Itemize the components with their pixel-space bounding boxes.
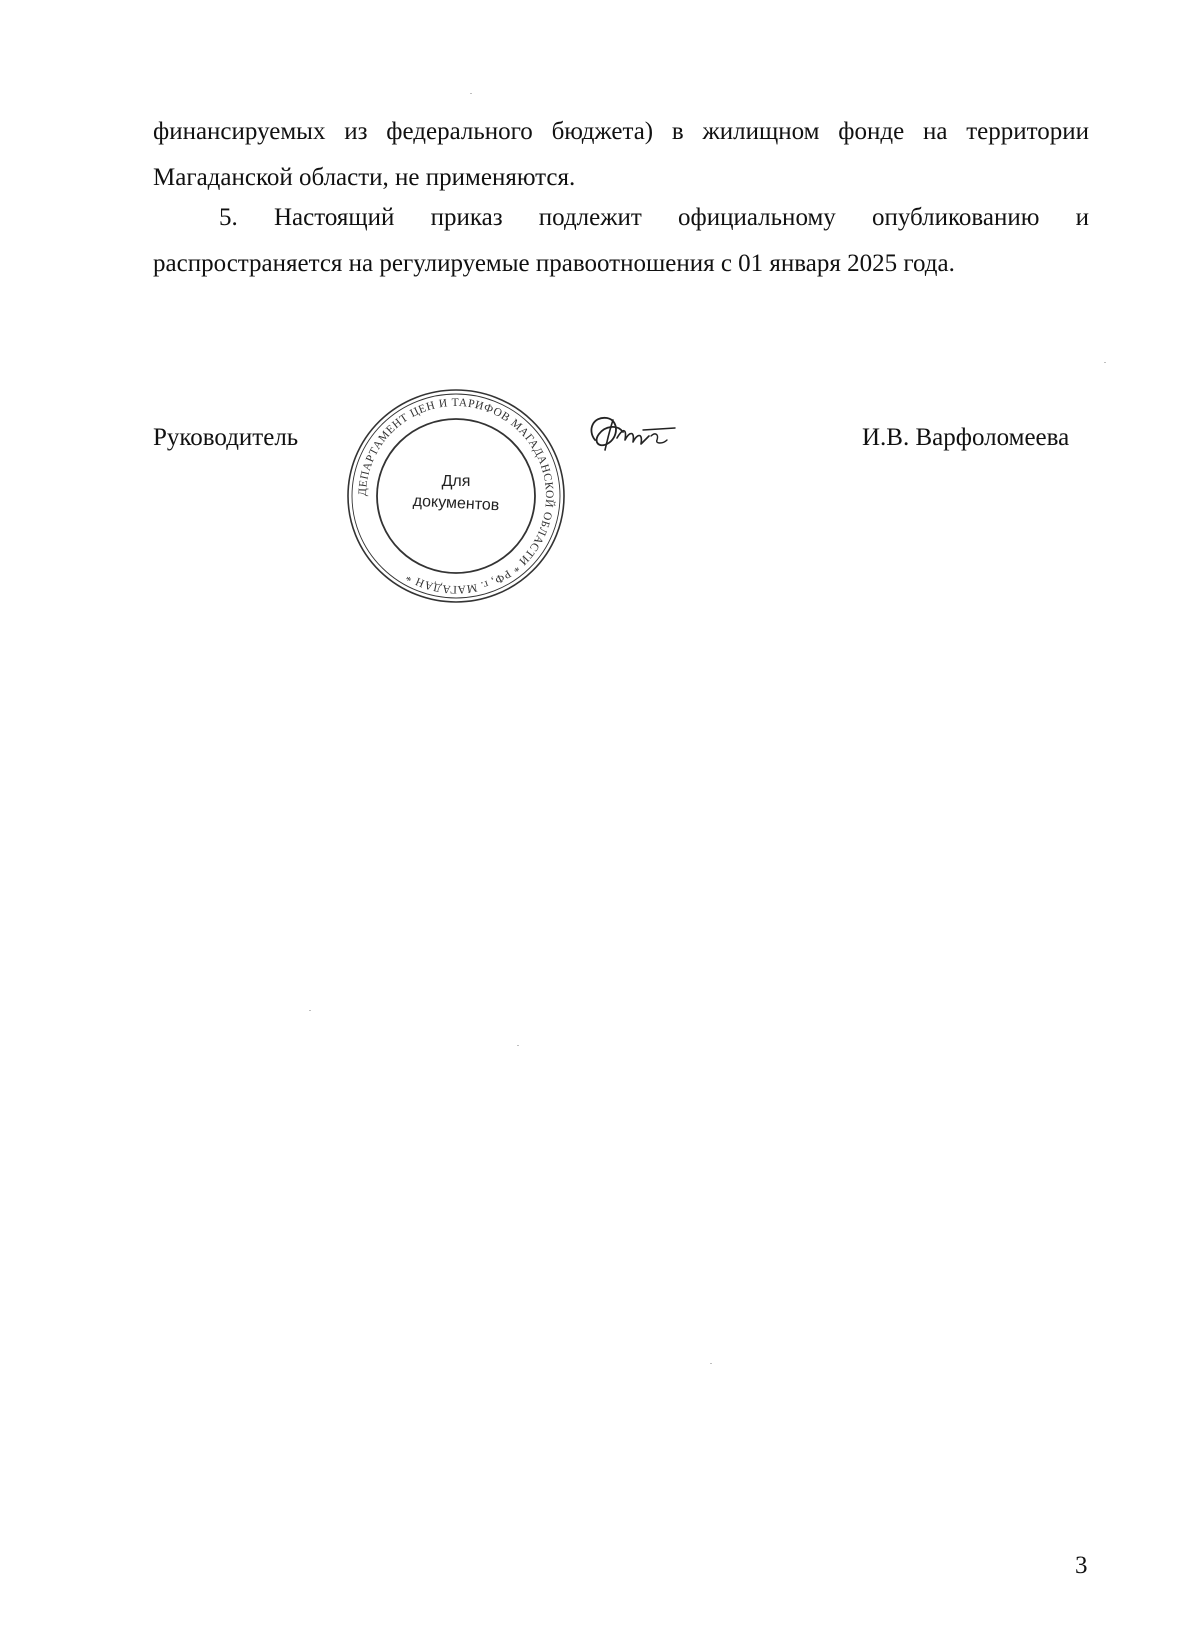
paragraph-line: 5. Настоящий приказ подлежит официальному опубликованию и xyxy=(219,204,1089,231)
scan-speck xyxy=(710,1363,712,1364)
official-seal-stamp xyxy=(344,386,568,606)
paragraph-line: финансируемых из федерального бюджета) в жилищном фонде на территории xyxy=(153,118,1089,145)
paragraph-continuation xyxy=(153,109,1089,201)
scan-speck xyxy=(309,1010,311,1011)
signer-name: И.В. Варфоломеева xyxy=(862,424,1070,451)
stamp-ring-text: ДЕПАРТАМЕНТ ЦЕН И ТАРИФОВ МАГАДАНСКОЙ ОБЛАСТИ * РФ, г. МАГАДАН * xyxy=(356,396,556,596)
scan-speck xyxy=(1104,362,1106,363)
paragraph-item-5 xyxy=(153,195,1089,287)
paragraph-line: распространяется на регулируемые правоотношения с 01 января 2025 года. xyxy=(153,250,955,277)
stamp-center-line: документов xyxy=(412,492,500,515)
scan-speck xyxy=(517,1045,519,1046)
stamp-center-line: Для xyxy=(441,473,471,490)
page-number: 3 xyxy=(1075,1552,1088,1579)
paragraph-line: Магаданской области, не применяются. xyxy=(153,164,576,191)
handwritten-signature xyxy=(583,410,683,462)
scan-speck xyxy=(470,93,472,94)
signer-title: Руководитель xyxy=(153,424,299,451)
